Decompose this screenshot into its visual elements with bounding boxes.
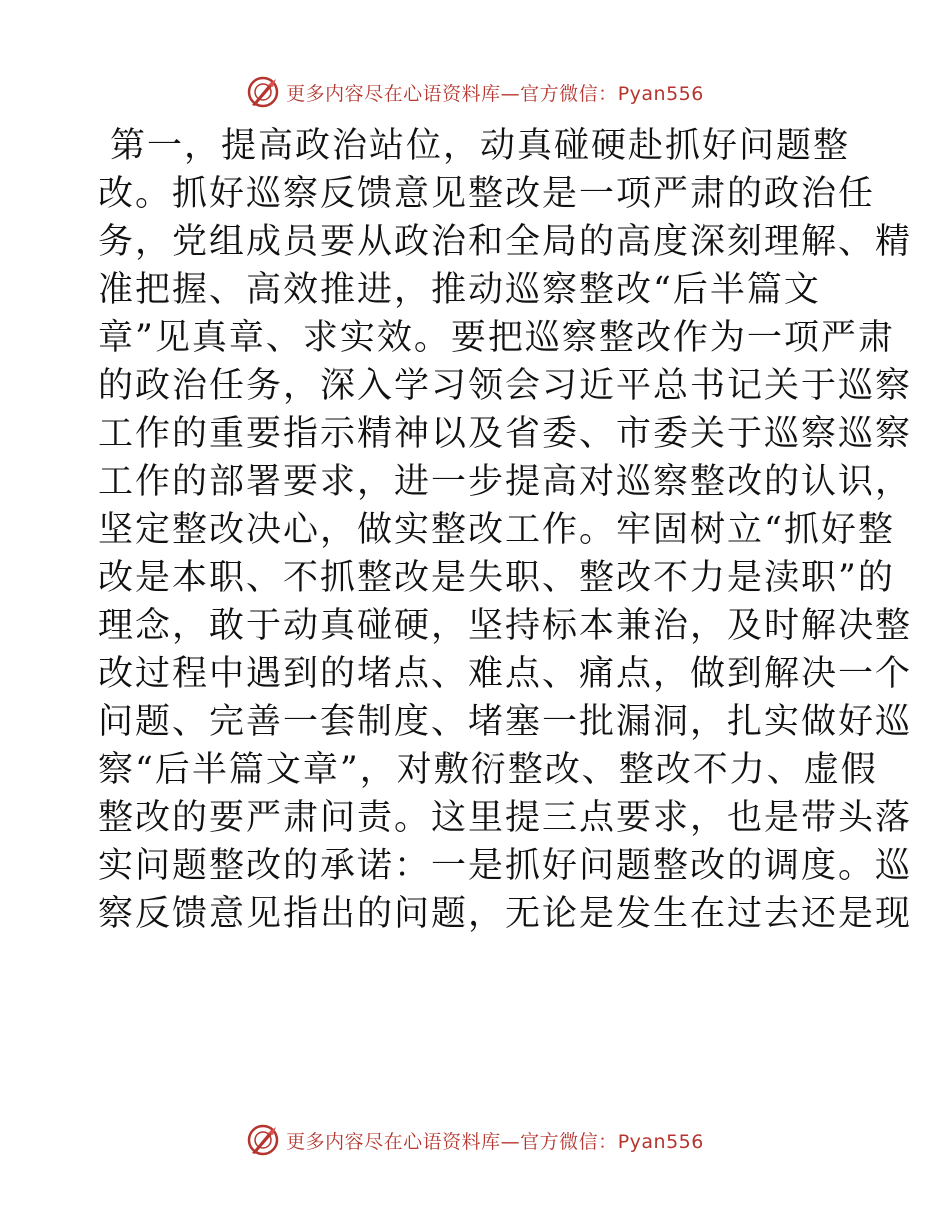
paragraph-line: 察“后半篇文章”，对敷衍整改、整改不力、虚假	[98, 750, 878, 790]
paragraph-line: 坚定整改决心，做实整改工作。牢固树立“抓好整	[98, 510, 895, 550]
watermark-main: 更多内容尽在心语资料库	[286, 1130, 501, 1153]
watermark-dash: —	[500, 82, 521, 105]
paragraph-line: 改。抓好巡察反馈意见整改是一项严肃的政治任	[98, 174, 876, 214]
quill-logo-icon	[246, 1123, 280, 1157]
footer-watermark	[0, 1120, 950, 1160]
watermark-account: Pyan556	[617, 82, 704, 105]
paragraph-line: 问题、完善一套制度、堵塞一批漏洞，扎实做好巡	[98, 702, 913, 742]
paragraph-line: 察反馈意见指出的问题，无论是发生在过去还是现	[98, 894, 913, 934]
watermark-text	[286, 79, 704, 106]
paragraph-line: 工作的重要指示精神以及省委、市委关于巡察巡察	[98, 414, 913, 454]
header-watermark	[0, 72, 950, 112]
watermark-dash: —	[500, 1130, 521, 1153]
watermark-official: 官方微信：	[520, 1130, 618, 1153]
watermark-main: 更多内容尽在心语资料库	[286, 82, 501, 105]
paragraph-line: 章”见真章、求实效。要把巡察整改作为一项严肃	[98, 318, 895, 358]
document-body	[98, 122, 913, 938]
paragraph-line: 改过程中遇到的堵点、难点、痛点，做到解决一个	[98, 654, 913, 694]
paragraph-line: 改是本职、不抓整改是失职、整改不力是渎职”的	[98, 558, 895, 598]
paragraph-line: 第一，提高政治站位，动真碰硬赴抓好问题整	[110, 126, 851, 166]
paragraph-line: 工作的部署要求，进一步提高对巡察整改的认识，	[98, 462, 913, 502]
watermark-account: Pyan556	[617, 1130, 704, 1153]
watermark-official: 官方微信：	[520, 82, 618, 105]
watermark-text	[286, 1127, 704, 1154]
paragraph-line: 整改的要严肃问责。这里提三点要求，也是带头落	[98, 798, 913, 838]
paragraph-line: 准把握、高效推进，推动巡察整改“后半篇文	[98, 270, 821, 310]
paragraph-line: 的政治任务，深入学习领会习近平总书记关于巡察	[98, 366, 913, 406]
quill-logo-icon	[246, 75, 280, 109]
paragraph-line: 理念，敢于动真碰硬，坚持标本兼治，及时解决整	[98, 606, 913, 646]
paragraph-line: 实问题整改的承诺：一是抓好问题整改的调度。巡	[98, 846, 913, 886]
paragraph-line: 务，党组成员要从政治和全局的高度深刻理解、精	[98, 222, 913, 262]
